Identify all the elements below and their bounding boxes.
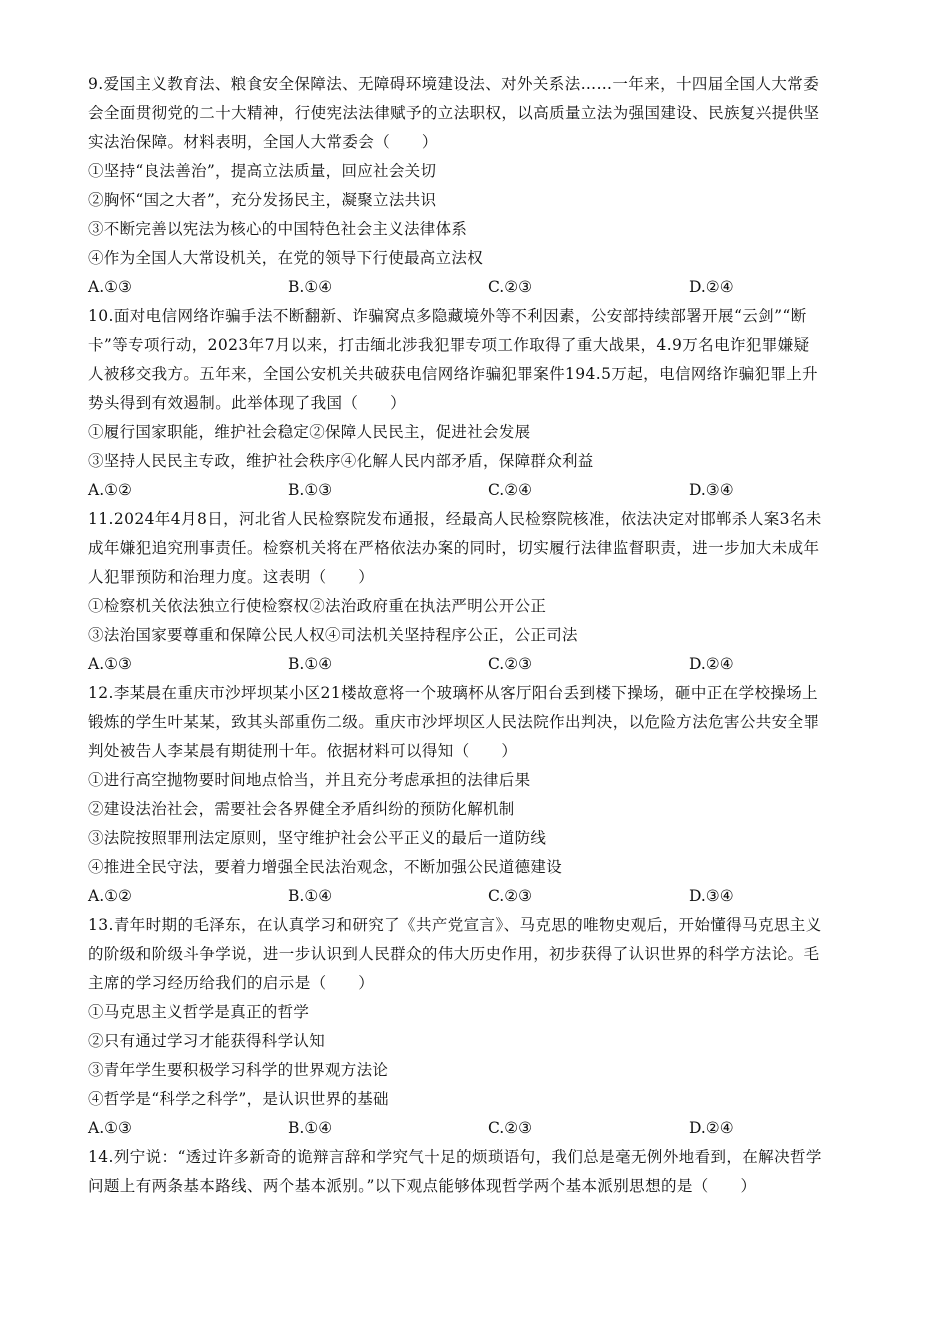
choice-a[interactable]: A.①③ — [88, 278, 132, 296]
question-stem-line: 13.青年时期的毛泽东，在认真学习和研究了《共产党宣言》、马克思的唯物史观后，开始懂得马克思主义 — [88, 916, 822, 934]
choice-a[interactable]: A.①③ — [88, 1119, 132, 1137]
statement-option: ③不断完善以宪法为核心的中国特色社会主义法律体系 — [88, 220, 468, 238]
statement-option: ③法院按照罪刑法定原则，坚守维护社会公平正义的最后一道防线 — [88, 829, 547, 847]
question-stem-line: 9.爱国主义教育法、粮食安全保障法、无障碍环境建设法、对外关系法……一年来，十四届全国人大常委 — [88, 75, 820, 93]
choice-d[interactable]: D.②④ — [689, 278, 734, 296]
choice-b[interactable]: B.①④ — [288, 887, 333, 905]
statement-option: ③坚持人民民主专政，维护社会秩序④化解人民内部矛盾，保障群众利益 — [88, 452, 594, 470]
statement-option: ①检察机关依法独立行使检察权②法治政府重在执法严明公开公正 — [88, 597, 547, 615]
question-stem-line: 会全面贯彻党的二十大精神，行使宪法法律赋予的立法职权，以高质量立法为强国建设、民族复兴提供坚 — [88, 104, 820, 122]
question-stem-line: 成年嫌犯追究刑事责任。检察机关将在严格依法办案的同时，切实履行法律监督职责，进一步加大未成年 — [88, 539, 820, 557]
statement-option: ③青年学生要积极学习科学的世界观方法论 — [88, 1061, 389, 1079]
answer-choices — [88, 476, 868, 505]
question-stem-line: 14.列宁说：“透过许多新奇的诡辩言辞和学究气十足的烦琐语句，我们总是毫无例外地看到，在解决哲学 — [88, 1148, 822, 1166]
statement-option: ②只有通过学习才能获得科学认知 — [88, 1032, 326, 1050]
question-stem-line: 问题上有两条基本路线、两个基本派别。”以下观点能够体现哲学两个基本派别思想的是（ ） — [88, 1177, 757, 1195]
choice-c[interactable]: C.②③ — [488, 1119, 533, 1137]
choice-b[interactable]: B.①④ — [288, 1119, 333, 1137]
statement-option: ①坚持“良法善治”，提高立法质量，回应社会关切 — [88, 162, 437, 180]
question-stem-line: 锻炼的学生叶某某，致其头部重伤二级。重庆市沙坪坝区人民法院作出判决，以危险方法危害公共安全罪 — [88, 713, 820, 731]
question-11 — [88, 505, 868, 679]
choice-c[interactable]: C.②④ — [488, 481, 533, 499]
question-13 — [88, 911, 868, 1143]
statement-option: ①进行高空抛物要时间地点恰当，并且充分考虑承担的法律后果 — [88, 771, 531, 789]
question-stem-line: 卡”等专项行动，2023年7月以来，打击缅北涉我犯罪专项工作取得了重大战果，4.9万名电诈犯罪嫌疑 — [88, 336, 810, 354]
statement-option: ①马克思主义哲学是真正的哲学 — [88, 1003, 310, 1021]
exam-page — [88, 70, 868, 1201]
question-stem-line: 判处被告人李某晨有期徒刑十年。依据材料可以得知（ ） — [88, 742, 518, 760]
question-stem-line: 11.2024年4月8日，河北省人民检察院发布通报，经最高人民检察院核准，依法决定对邯郸杀人案3名未 — [88, 510, 822, 528]
question-10 — [88, 302, 868, 505]
question-stem-line: 主席的学习经历给我们的启示是（ ） — [88, 974, 375, 992]
question-9 — [88, 70, 868, 302]
choice-d[interactable]: D.③④ — [689, 887, 734, 905]
choice-b[interactable]: B.①③ — [288, 481, 333, 499]
choice-c[interactable]: C.②③ — [488, 278, 533, 296]
choice-d[interactable]: D.②④ — [689, 1119, 734, 1137]
question-12 — [88, 679, 868, 911]
statement-option: ②胸怀“国之大者”，充分发扬民主，凝聚立法共识 — [88, 191, 437, 209]
choice-d[interactable]: D.②④ — [689, 655, 734, 673]
question-stem-line: 12.李某晨在重庆市沙坪坝某小区21楼故意将一个玻璃杯从客厅阳台丢到楼下操场，砸中正在学校操场上 — [88, 684, 819, 702]
question-stem-line: 实法治保障。材料表明，全国人大常委会（ ） — [88, 133, 438, 151]
choice-a[interactable]: A.①② — [88, 481, 132, 499]
choice-b[interactable]: B.①④ — [288, 655, 333, 673]
question-14 — [88, 1143, 868, 1201]
choice-d[interactable]: D.③④ — [689, 481, 734, 499]
statement-option: ①履行国家职能，维护社会稳定②保障人民民主，促进社会发展 — [88, 423, 531, 441]
choice-a[interactable]: A.①③ — [88, 655, 132, 673]
choice-c[interactable]: C.②③ — [488, 655, 533, 673]
choice-a[interactable]: A.①② — [88, 887, 132, 905]
answer-choices — [88, 650, 868, 679]
answer-choices — [88, 273, 868, 302]
question-stem-line: 的阶级和阶级斗争学说，进一步认识到人民群众的伟大历史作用，初步获得了认识世界的科学方法论。毛 — [88, 945, 820, 963]
choice-b[interactable]: B.①④ — [288, 278, 333, 296]
choice-c[interactable]: C.②③ — [488, 887, 533, 905]
statement-option: ④哲学是“科学之科学”，是认识世界的基础 — [88, 1090, 389, 1108]
statement-option: ④作为全国人大常设机关，在党的领导下行使最高立法权 — [88, 249, 484, 267]
answer-choices — [88, 882, 868, 911]
question-stem-line: 人犯罪预防和治理力度。这表明（ ） — [88, 568, 375, 586]
question-stem-line: 10.面对电信网络诈骗手法不断翻新、诈骗窝点多隐藏境外等不利因素，公安部持续部署开展“云剑”“断 — [88, 307, 807, 325]
statement-option: ③法治国家要尊重和保障公民人权④司法机关坚持程序公正，公正司法 — [88, 626, 578, 644]
statement-option: ④推进全民守法，要着力增强全民法治观念，不断加强公民道德建设 — [88, 858, 563, 876]
statement-option: ②建设法治社会，需要社会各界健全矛盾纠纷的预防化解机制 — [88, 800, 515, 818]
question-stem-line: 势头得到有效遏制。此举体现了我国（ ） — [88, 394, 407, 412]
answer-choices — [88, 1114, 868, 1143]
question-stem-line: 人被移交我方。五年来，全国公安机关共破获电信网络诈骗犯罪案件194.5万起，电信网络诈骗犯罪上升 — [88, 365, 819, 383]
